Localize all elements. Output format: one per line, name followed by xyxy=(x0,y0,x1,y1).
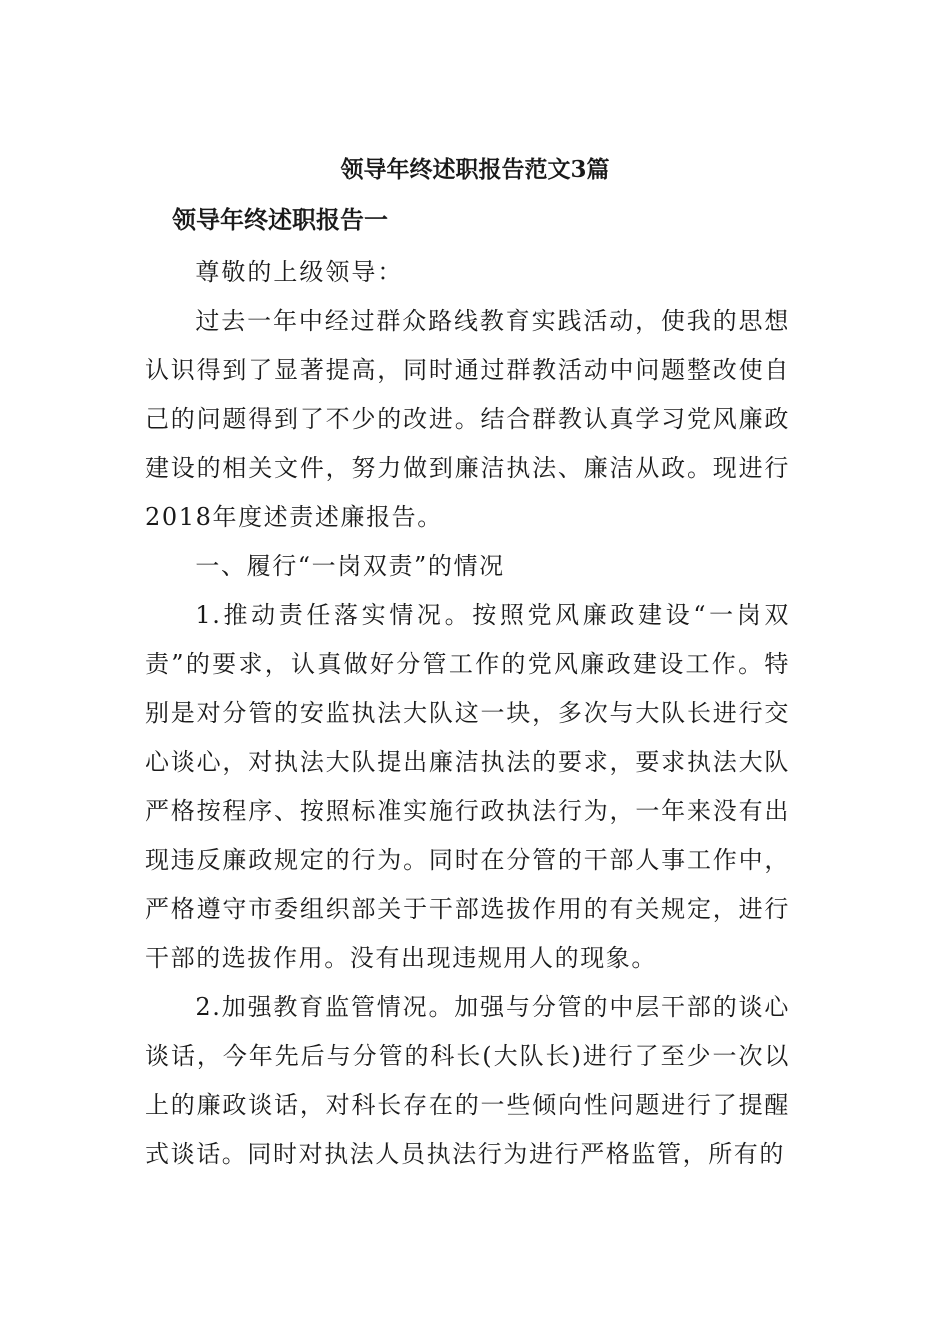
paragraph: 2.加强教育监管情况。加强与分管的中层干部的谈心谈话，今年先后与分管的科长(大队长)进行了至少一次以上的廉政谈话，对科长存在的一些倾向性问题进行了提醒式谈话。同时对执法人员执法行为进行严格监管，所有的 xyxy=(145,993,790,1168)
document-body xyxy=(145,248,790,1179)
document-title: 领导年终述职报告范文3篇 xyxy=(340,156,610,183)
paragraph: 1.推动责任落实情况。按照党风廉政建设“一岗双责”的要求，认真做好分管工作的党风廉政建设工作。特别是对分管的安监执法大队这一块，多次与大队长进行交心谈心，对执法大队提出廉洁执法的要求，要求执法大队严格按程序、按照标准实施行政执法行为，一年来没有出现违反廉政规定的行为。同时在分管的干部人事工作中，严格遵守市委组织部关于干部选拔作用的有关规定，进行干部的选拔作用。没有出现违规用人的现象。 xyxy=(145,601,790,972)
paragraph: 一、履行“一岗双责”的情况 xyxy=(195,552,505,580)
paragraph: 过去一年中经过群众路线教育实践活动，使我的思想认识得到了显著提高，同时通过群教活动中问题整改使自己的问题得到了不少的改进。结合群教认真学习党风廉政建设的相关文件，努力做到廉洁执法、廉洁从政。现进行2018年度述责述廉报告。 xyxy=(145,307,790,531)
greeting-line: 尊敬的上级领导： xyxy=(195,258,404,286)
section-heading: 领导年终述职报告一 xyxy=(172,205,388,234)
